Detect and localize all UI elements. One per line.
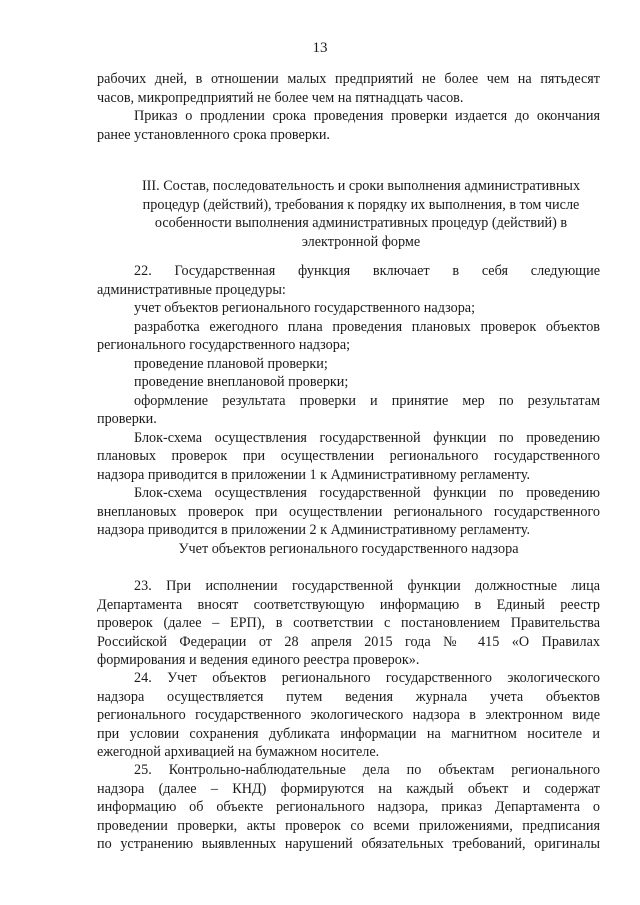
text-line: ежегодной архивацией на бумажном носителе. [97, 744, 380, 760]
heading-line: процедур (действий), требования к порядку их выполнения, в том числе [142, 196, 580, 213]
paragraph-24 [97, 669, 600, 762]
text-line: по устранению выявленных нарушений обязательных требований, оригиналы [97, 836, 600, 852]
text-line: формирования и ведения единого реестра проверок». [97, 652, 420, 668]
text-line: Российской Федерации от 28 апреля 2015 года № 415 «О Правилах [97, 633, 600, 650]
section-heading [122, 177, 600, 251]
text-line: Блок-схема осуществления государственной функции по проведению [134, 485, 600, 501]
text-line: надзора приводится в приложении 1 к Административному регламенту. [97, 466, 531, 483]
text-line: Приказ о продлении срока проведения проверки издается до окончания [134, 108, 600, 124]
list-item: проведение внеплановой проверки; [134, 374, 349, 390]
intro-paragraph [97, 70, 600, 144]
list-item: учет объектов регионального государственного надзора; [134, 300, 476, 316]
text-line: информацию об объекте регионального надзора, приказ Департамента о [97, 799, 600, 815]
text-line: 23. При исполнении государственной функции должностные лица [134, 578, 600, 594]
text-line: надзора осуществляется путем ведения журнала учета объектов [97, 688, 600, 705]
text-line: при условии сохранения дубликата информации на магнитном носителе и [97, 725, 600, 742]
text-line: Департамента вносят соответствующую информацию в Единый реестр [97, 596, 600, 613]
heading-line: электронной форме [301, 233, 421, 250]
heading-line: особенности выполнения административных процедур (действий) в [154, 215, 568, 231]
text-line: 22. Государственная функция включает в себя следующие [134, 263, 600, 279]
text-line: Блок-схема осуществления государственной функции по проведению [134, 429, 600, 446]
text-line: ранее установленного срока проверки. [97, 126, 330, 143]
paragraph-25 [97, 761, 600, 854]
text-line: 25. Контрольно-наблюдательные дела по объектам регионального [134, 762, 600, 778]
text-line: рабочих дней, в отношении малых предприятий не более чем на пятьдесят [97, 71, 600, 87]
list-item: проверки. [97, 411, 157, 427]
text-line: надзора (далее – КНД) формируются на каждый объект и содержат [97, 780, 600, 797]
text-line: надзора приводится в приложении 2 к Административному регламенту. [97, 522, 531, 538]
text-line: плановых проверок при осуществлении регионального государственного [97, 448, 600, 464]
text-line: часов, микропредприятий не более чем на пятнадцать часов. [97, 89, 464, 106]
heading-line: III. Состав, последовательность и сроки выполнения административных [141, 178, 581, 194]
list-item: оформление результата проверки и принятие мер по результатам [134, 392, 600, 409]
text-line: проведении проверки, акты проверок со всеми приложениями, предписания [97, 817, 600, 834]
list-item: разработка ежегодного плана проведения плановых проверок объектов [134, 318, 600, 335]
paragraph-22 [97, 262, 600, 540]
list-item: проведение плановой проверки; [134, 355, 328, 372]
page-number: 13 [312, 40, 328, 56]
text-line: внеплановых проверок при осуществлении регионального государственного [97, 503, 600, 520]
text-line: 24. Учет объектов регионального государственного экологического [134, 670, 600, 686]
paragraph-23 [97, 577, 600, 670]
subheading: Учет объектов регионального государственного надзора [178, 541, 519, 557]
text-line: административные процедуры: [97, 281, 286, 298]
text-line: проверок (далее – ЕРП), в соответствии с постановлением Правительства [97, 615, 600, 631]
list-item: регионального государственного надзора; [97, 337, 351, 353]
text-line: регионального государственного экологического надзора в электронном виде [97, 707, 600, 723]
